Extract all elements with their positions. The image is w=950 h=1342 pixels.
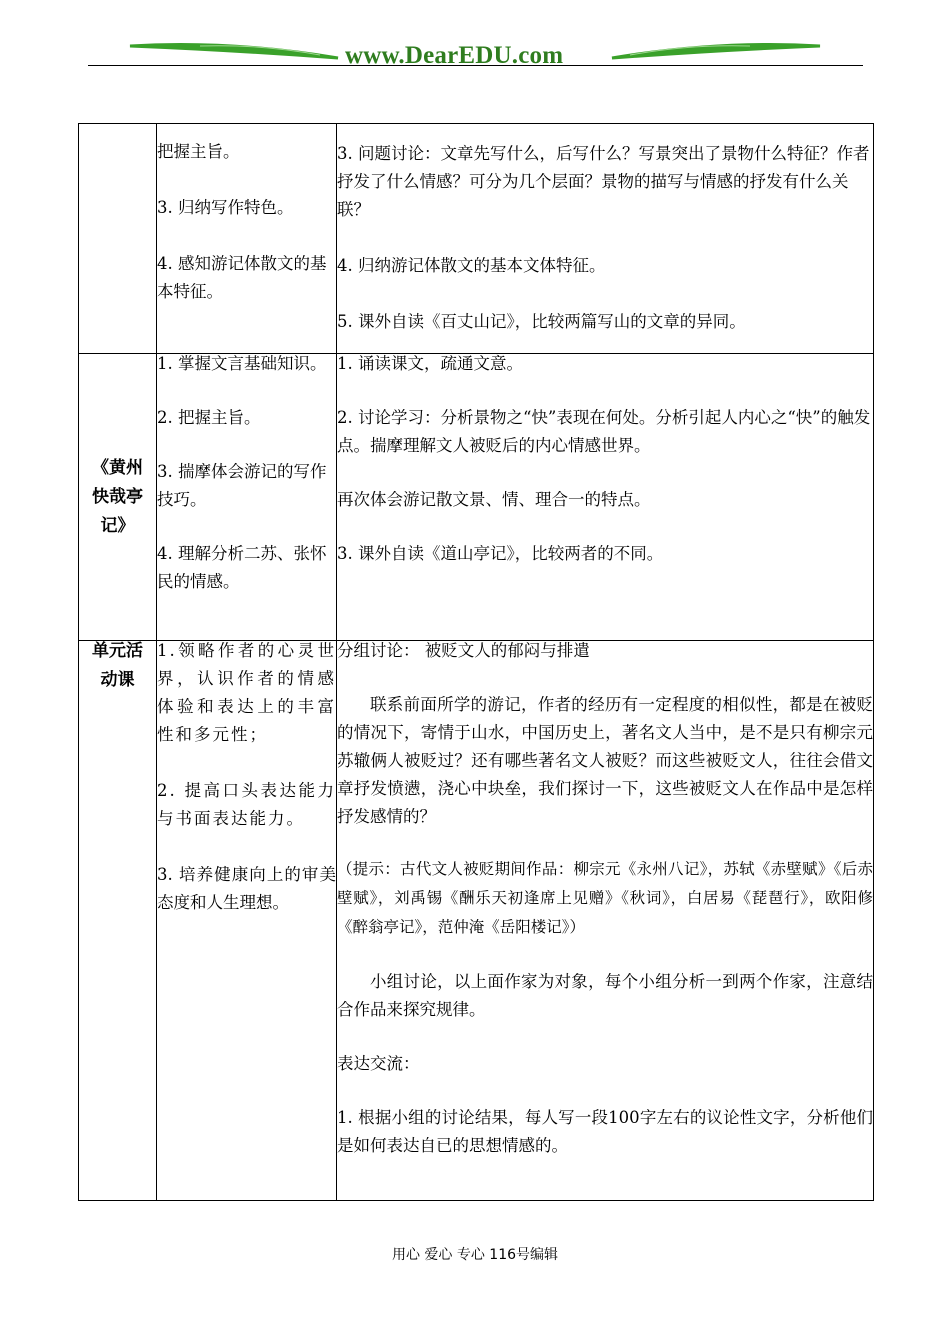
steps-cell xyxy=(337,124,874,354)
goals-cell xyxy=(157,124,337,354)
goal-item: 2. 把握主旨。 xyxy=(157,408,261,427)
goal-item: 3. 归纳写作特色。 xyxy=(157,198,294,217)
goals-cell xyxy=(157,354,337,641)
header-rule xyxy=(88,65,863,66)
table-row xyxy=(79,354,874,641)
goal-item: 3. 揣摩体会游记的写作技巧。 xyxy=(157,462,327,509)
hint-note: （提示：古代文人被贬期间作品：柳宗元《永州八记》，苏轼《赤壁赋》《后赤壁赋》，刘禹锡《酬乐天初逢席上见赠》《秋词》，白居易《琵琶行》，欧阳修《醉翁亭记》，范仲淹《岳阳楼记》） xyxy=(337,860,873,936)
goal-item: 2. 提高口头表达能力与书面表达能力。 xyxy=(157,781,336,828)
row-title-cell xyxy=(79,124,157,354)
row-title: 单元活动课 xyxy=(92,641,143,690)
row-title: 《黄州快哉亭记》 xyxy=(92,457,143,536)
step-item: 3. 问题讨论：文章先写什么，后写什么？写景突出了景物什么特征？作者抒发了什么情感？可分为几个层面？景物的描写与情感的抒发有什么关联？ xyxy=(337,144,870,219)
step-item: 联系前面所学的游记，作者的经历有一定程度的相似性，都是在被贬的情况下，寄情于山水，中国历史上，著名文人当中，是不是只有柳宗元苏辙俩人被贬过？还有哪些著名文人被贬？而这些被贬文人，往往会借文章抒发愤懑，浇心中块垒，我们探讨一下，这些被贬文人在作品中是怎样抒发感情的？ xyxy=(337,695,873,826)
goal-item: 4. 感知游记体散文的基本特征。 xyxy=(157,254,327,301)
lesson-plan-table xyxy=(78,123,874,1201)
page-header xyxy=(0,0,950,80)
table-row xyxy=(79,124,874,354)
steps-cell xyxy=(337,641,874,1201)
goal-item: 3. 培养健康向上的审美态度和人生理想。 xyxy=(157,865,336,912)
step-item: 5. 课外自读《百丈山记》，比较两篇写山的文章的异同。 xyxy=(337,312,746,331)
row-title-cell xyxy=(79,641,157,1201)
row-title-cell xyxy=(79,354,157,641)
steps-cell xyxy=(337,354,874,641)
step-item: 小组讨论，以上面作家为对象，每个小组分析一到两个作家，注意结合作品来探究规律。 xyxy=(337,972,873,1019)
step-item: 再次体会游记散文景、情、理合一的特点。 xyxy=(337,490,651,509)
step-item: 1. 诵读课文，疏通文意。 xyxy=(337,354,523,373)
goal-item: 1.领略作者的心灵世界，认识作者的情感体验和表达上的丰富性和多元性； xyxy=(157,641,336,744)
step-item: 2. 讨论学习：分析景物之“快”表现在何处。分析引起人内心之“快”的触发点。揣摩理解文人被贬后的内心情感世界。 xyxy=(337,408,871,455)
goal-item: 4. 理解分析二苏、张怀民的情感。 xyxy=(157,544,327,591)
step-item: 分组讨论： 被贬文人的郁闷与排遣 xyxy=(337,641,590,660)
goals-cell xyxy=(157,641,337,1201)
step-item: 1. 根据小组的讨论结果，每人写一段100字左右的议论性文字，分析他们是如何表达自已的思想情感的。 xyxy=(337,1108,873,1155)
step-item: 3. 课外自读《道山亭记》，比较两者的不同。 xyxy=(337,544,664,563)
goal-item: 把握主旨。 xyxy=(157,142,240,161)
goal-item: 1. 掌握文言基础知识。 xyxy=(157,354,327,373)
table-row xyxy=(79,641,874,1201)
site-logo-text: www.DearEDU.com xyxy=(345,42,564,69)
step-item: 4. 归纳游记体散文的基本文体特征。 xyxy=(337,256,606,275)
step-item: 表达交流： xyxy=(337,1054,420,1073)
page-footer: 用心 爱心 专心 116号编辑 xyxy=(391,1247,559,1263)
